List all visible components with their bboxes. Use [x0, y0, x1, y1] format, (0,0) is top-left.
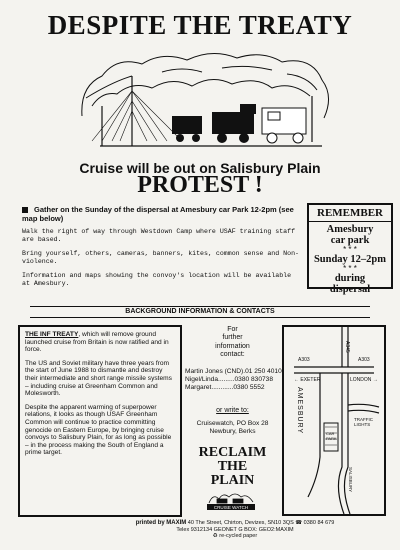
- map-label-salisbury: SALISBURY: [348, 467, 353, 493]
- recycled-paper-note: [95, 533, 375, 540]
- remember-line4: during: [334, 273, 366, 284]
- write-to-label: or write to:: [216, 407, 249, 414]
- postal-address: [185, 420, 280, 436]
- map-label-a345: A345: [344, 341, 350, 353]
- map-label-a303-left: A303: [298, 357, 310, 363]
- lead-text: [22, 205, 302, 288]
- inf-text: , which will remove ground launched cruise from Britain is now ratified and in force.: [25, 331, 169, 354]
- map-label-car-park: CAR PARK: [326, 431, 337, 441]
- remember-line1: Amesbury: [326, 224, 374, 235]
- remember-stars-2: * * *: [343, 264, 357, 273]
- inf-title: THE INF TREATY: [25, 331, 79, 338]
- contact-heading-4: contact:: [220, 351, 245, 359]
- printer-name: MAXIM: [166, 520, 187, 526]
- convoy-illustration: [72, 46, 338, 154]
- background-bar: BACKGROUND INFORMATION & CONTACTS: [30, 306, 370, 318]
- bring-paragraph: Bring yourself, others, cameras, banners, kites, common sense and Non-violence.: [22, 250, 299, 265]
- map-label-exeter: ← EXETER: [294, 377, 321, 383]
- subtitle: Cruise will be out on Salisbury Plain: [79, 160, 321, 176]
- remember-stars: * * *: [343, 245, 357, 254]
- printer-line-1: [95, 520, 375, 527]
- military-paragraph: The US and Soviet military have three years from the start of June 1988 to dismantle and destroy their intermediate and short range missile systems – including cruise at Greenham Common and Molesworth.: [25, 359, 172, 398]
- remember-line3: Sunday 12–2pm: [313, 254, 387, 265]
- amesbury-map: [282, 325, 386, 516]
- info-paragraph: Information and maps showing the convoy's location will be available at Amesbury.: [22, 272, 292, 287]
- address-line-1: Cruisewatch, PO Box 28: [196, 420, 269, 427]
- contact-row: Martin Jones (CND).01 250 4010: [185, 368, 282, 375]
- address-line-2: Newbury, Berks: [209, 428, 256, 435]
- remember-line5: dispersal: [329, 284, 371, 295]
- contact-list: [185, 368, 285, 392]
- contact-row: Nigel/Linda.........0380 830738: [185, 376, 273, 383]
- reclaim-line-2: THE: [217, 459, 248, 474]
- cruisewatch-logo: [205, 491, 257, 511]
- printer-address: 40 The Street, Chirton, Devizes, SN10 3QS ☎ 0380 84 679: [187, 520, 335, 526]
- reclaim-line-3: PLAIN: [210, 473, 255, 488]
- printer-telex: Telex 9312134 GEONET G BOX: GEO2:MAXIM: [176, 526, 294, 533]
- contact-heading-2: further: [222, 334, 243, 342]
- gather-text: Gather on the Sunday of the dispersal at Amesbury car Park 12-2pm (see map below): [22, 205, 294, 223]
- logo-text: CRUISE WATCH: [213, 505, 249, 510]
- contact-heading-1: For: [227, 326, 238, 333]
- warming-paragraph: Despite the apparent warming of superpower relations, it looks as though USAF Greenham Common will continue to practice committing genocide on Eastern Europe, by bringing cruise convoys to Salisbury Plain, for as long as possible – in the process making the South of England a prime target.: [25, 403, 172, 457]
- remember-line2: car park: [330, 235, 370, 246]
- map-label-a303-right: A303: [358, 357, 370, 363]
- map-label-london: LONDON →: [350, 377, 378, 383]
- contact-heading-3: information: [215, 342, 250, 350]
- remember-heading: REMEMBER: [309, 205, 391, 222]
- printer-footer: [95, 520, 375, 540]
- inf-treaty-box: [18, 325, 182, 517]
- walk-paragraph: Walk the right of way through Westdown Camp where USAF training staff are based.: [22, 228, 296, 243]
- reclaim-slogan: [185, 446, 280, 488]
- map-label-amesbury: AMESBURY: [296, 387, 303, 435]
- recycle-icon: ♻: [212, 533, 218, 539]
- page-title: DESPITE THE TREATY: [47, 10, 353, 40]
- protest-heading: PROTEST !: [137, 172, 263, 198]
- inf-paragraph: [25, 331, 175, 354]
- contact-heading: [185, 326, 280, 360]
- contact-row: Margaret............0380 5552: [185, 384, 265, 391]
- recycled-label: re-cycled paper: [219, 533, 258, 539]
- reclaim-line-1: RECLAIM: [198, 445, 267, 460]
- remember-box: [307, 203, 393, 295]
- map-label-traffic-lights: TRAFFIC LIGHTS: [354, 417, 373, 427]
- printed-by-label: printed by: [135, 520, 165, 526]
- gather-paragraph: [22, 205, 302, 223]
- bullet-icon: [22, 207, 28, 213]
